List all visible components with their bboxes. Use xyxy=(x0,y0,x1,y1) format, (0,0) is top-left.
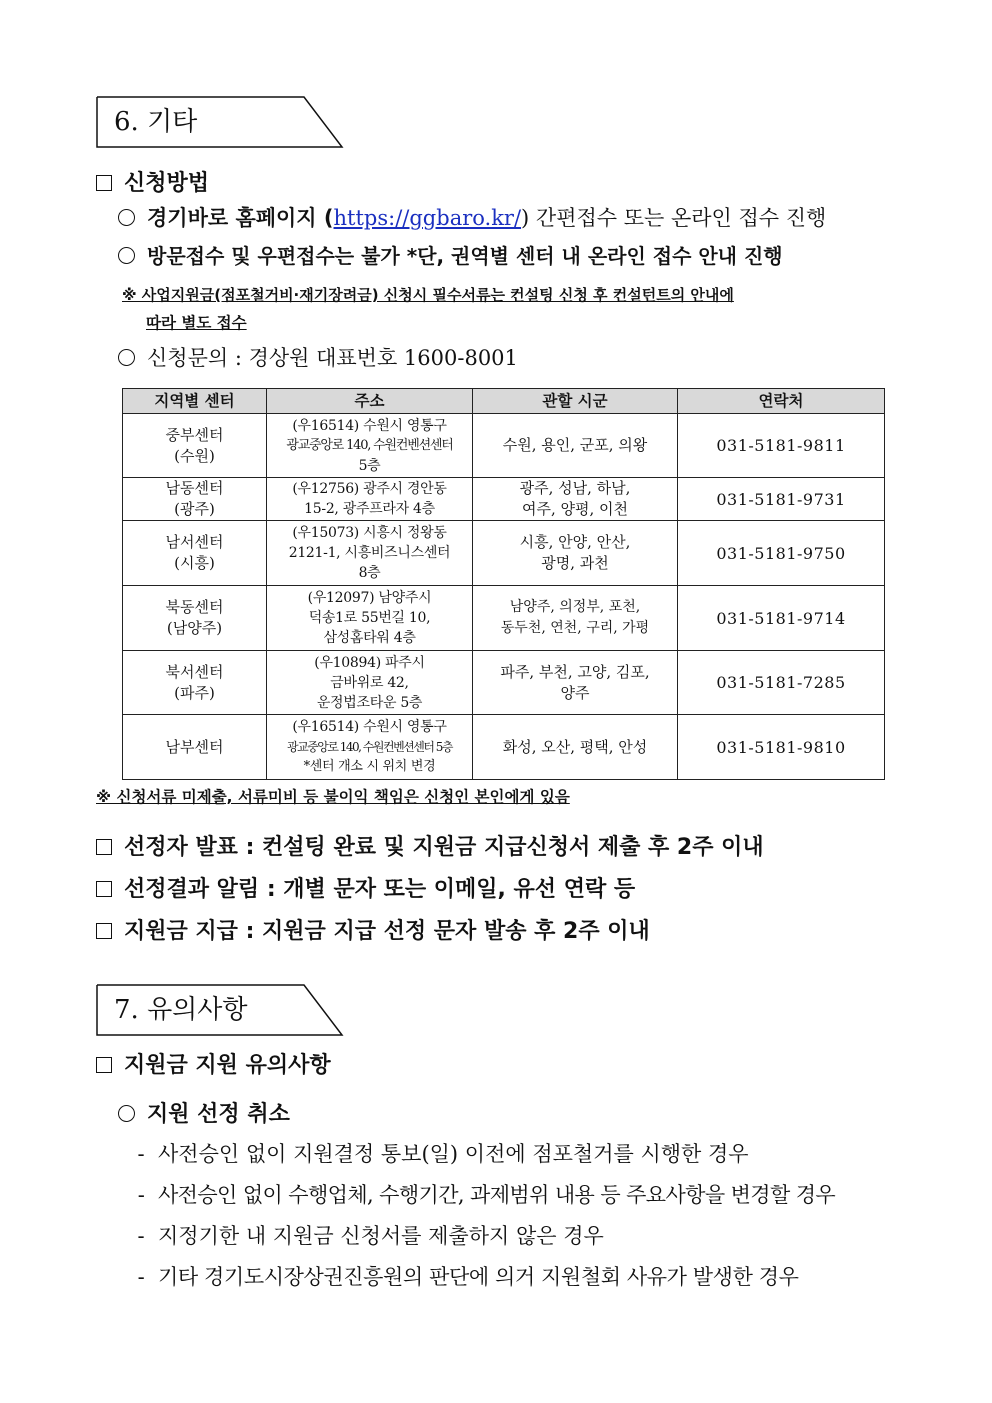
apply-bullet-homepage: 경기바로 홈페이지 (https://ggbaro.kr/) 간편접수 또는 온라인 접수 진행 xyxy=(118,202,826,232)
address-cell: (우12097) 남양주시 덕송1로 55번길 10, 삼성홈타워 4층 xyxy=(267,586,473,651)
cities-cell: 수원, 용인, 군포, 의왕 xyxy=(473,414,678,478)
table-row xyxy=(123,651,885,715)
section-7-title: 7. 유의사항 xyxy=(114,995,248,1025)
cancel-item: - 사전승인 없이 지원결정 통보(일) 이전에 점포철거를 시행한 경우 xyxy=(137,1142,749,1166)
circle-bullet-icon xyxy=(118,247,135,264)
apply-method-heading: 신청방법 xyxy=(96,166,209,197)
cities-cell: 시흥, 안양, 안산, 광명, 과천 xyxy=(473,521,678,586)
address-cell: (우16514) 수원시 영통구 광교중앙로 140, 수원컨벤션센터 5층 xyxy=(267,414,473,478)
header-cities: 관할 시군 xyxy=(473,389,678,414)
apply-bullet-visit: 방문접수 및 우편접수는 불가 *단, 권역별 센터 내 온라인 접수 안내 진행 xyxy=(118,240,783,269)
caution-heading: 지원금 지원 유의사항 xyxy=(96,1048,331,1079)
phone-cell: 031-5181-9811 xyxy=(678,414,885,478)
checkbox-square-icon xyxy=(96,839,112,855)
checkbox-square-icon xyxy=(96,175,112,191)
circle-bullet-icon xyxy=(118,1105,135,1122)
table-header-row xyxy=(123,389,885,414)
phone-cell: 031-5181-9810 xyxy=(678,715,885,780)
address-cell: (우12756) 광주시 경안동 15-2, 광주프라자 4층 xyxy=(267,478,473,521)
announce-line: 선정자 발표 : 컨설팅 완료 및 지원금 지급신청서 제출 후 2주 이내 xyxy=(96,830,764,861)
table-row xyxy=(123,586,885,651)
center-cell: 남동센터 (광주) xyxy=(123,478,267,521)
cities-cell: 광주, 성남, 하남, 여주, 양평, 이천 xyxy=(473,478,678,521)
address-cell: (우16514) 수원시 영통구 광교중앙로 140, 수원컨벤션센터 5층 *센터 개소 시 위치 변경 xyxy=(267,715,473,780)
section-6-title-box xyxy=(96,96,346,150)
cities-cell: 남양주, 의정부, 포천, 동두천, 연천, 구리, 가평 xyxy=(473,586,678,651)
address-cell: (우10894) 파주시 금바위로 42, 운정법조타운 5층 xyxy=(267,651,473,715)
center-cell: 북서센터 (파주) xyxy=(123,651,267,715)
address-cell: (우15073) 시흥시 정왕동 2121-1, 시흥비즈니스센터 8층 xyxy=(267,521,473,586)
phone-cell: 031-5181-9731 xyxy=(678,478,885,521)
table-row xyxy=(123,478,885,521)
cancel-item: - 지정기한 내 지원금 신청서를 제출하지 않은 경우 xyxy=(137,1224,604,1248)
checkbox-square-icon xyxy=(96,1057,112,1073)
header-phone: 연락처 xyxy=(678,389,885,414)
cities-cell: 화성, 오산, 평택, 안성 xyxy=(473,715,678,780)
center-cell: 북동센터 (남양주) xyxy=(123,586,267,651)
notify-line: 선정결과 알림 : 개별 문자 또는 이메일, 유선 연락 등 xyxy=(96,872,635,903)
circle-bullet-icon xyxy=(118,209,135,226)
table-row xyxy=(123,521,885,586)
payment-line: 지원금 지급 : 지원금 지급 선정 문자 발송 후 2주 이내 xyxy=(96,914,650,945)
phone-cell: 031-5181-7285 xyxy=(678,651,885,715)
table-footnote: ※ 신청서류 미제출, 서류미비 등 불이익 책임은 신청인 본인에게 있음 xyxy=(96,788,570,806)
centers-table xyxy=(122,388,885,780)
inquiry-line: 신청문의 : 경상원 대표번호 1600-8001 xyxy=(118,342,518,372)
section-6-title: 6. 기타 xyxy=(114,107,198,137)
cities-cell: 파주, 부천, 고양, 김포, 양주 xyxy=(473,651,678,715)
required-docs-note: ※ 사업지원금(점포철거비·재기장려금) 신청시 필수서류는 컨설팅 신청 후 컨설턴트의 안내에 xyxy=(122,286,734,304)
phone-cell: 031-5181-9750 xyxy=(678,521,885,586)
circle-bullet-icon xyxy=(118,349,135,366)
table-row xyxy=(123,715,885,780)
cancel-item: - 기타 경기도시장상권진흥원의 판단에 의거 지원철회 사유가 발생한 경우 xyxy=(137,1265,799,1289)
center-cell: 중부센터 (수원) xyxy=(123,414,267,478)
required-docs-note-cont: 따라 별도 접수 xyxy=(146,314,247,332)
phone-cell: 031-5181-9714 xyxy=(678,586,885,651)
center-cell: 남서센터 (시흥) xyxy=(123,521,267,586)
cancel-item: - 사전승인 없이 수행업체, 수행기간, 과제범위 내용 등 주요사항을 변경할 경우 xyxy=(137,1183,836,1207)
table-row xyxy=(123,414,885,478)
checkbox-square-icon xyxy=(96,881,112,897)
center-cell: 남부센터 xyxy=(123,715,267,780)
header-address: 주소 xyxy=(267,389,473,414)
header-center: 지역별 센터 xyxy=(123,389,267,414)
cancel-selection-heading: 지원 선정 취소 xyxy=(118,1097,290,1128)
section-7-title-box xyxy=(96,984,346,1038)
checkbox-square-icon xyxy=(96,923,112,939)
ggbaro-link[interactable]: https://ggbaro.kr/ xyxy=(333,206,522,230)
